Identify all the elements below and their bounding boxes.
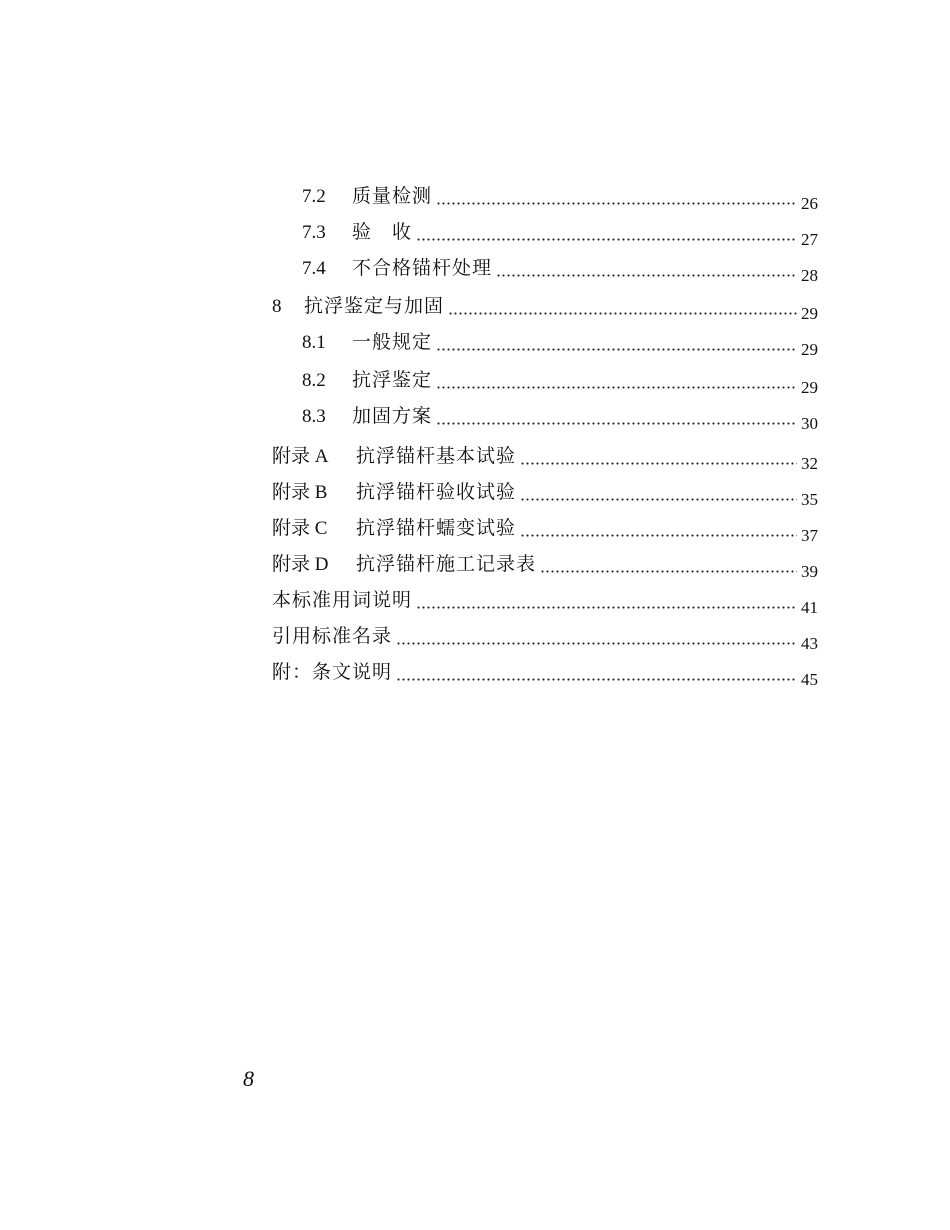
toc-entry-number: 附录 A	[272, 446, 329, 467]
toc-entry-page: 30	[801, 414, 818, 433]
toc-appendix-entry[interactable]	[272, 474, 818, 509]
toc-entry-number: 8.2	[302, 370, 326, 391]
toc-entry-title: 抗浮鉴定与加固	[304, 295, 445, 317]
toc-entry-page: 28	[801, 266, 818, 285]
toc-entry-title: 质量检测	[352, 185, 433, 207]
toc-appendix-entry[interactable]	[272, 438, 818, 473]
toc-chapter-entry[interactable]	[272, 288, 818, 323]
toc-entry-number: 7.4	[302, 258, 326, 279]
dot-leader	[520, 516, 797, 538]
toc-entry-number: 附录 C	[272, 518, 328, 539]
toc-appendix-entry[interactable]	[272, 546, 818, 581]
dot-leader	[436, 368, 797, 390]
toc-entry-page: 29	[801, 378, 818, 397]
dot-leader	[416, 588, 797, 610]
dot-leader	[496, 256, 797, 278]
page-number: 8	[243, 1066, 254, 1091]
toc-entry-title: 不合格锚杆处理	[352, 257, 493, 279]
toc-entry-title: 加固方案	[352, 405, 433, 427]
toc-entry-title: 一般规定	[352, 331, 433, 353]
dot-leader	[416, 220, 797, 242]
dot-leader	[436, 404, 797, 426]
toc-entry-title: 抗浮锚杆验收试验	[356, 481, 517, 503]
toc-entry-title: 抗浮锚杆蠕变试验	[356, 517, 517, 539]
toc-entry-page: 35	[801, 490, 818, 509]
dot-leader	[396, 624, 797, 646]
toc-entry-number: 附录 D	[272, 554, 329, 575]
toc-entry-page: 43	[801, 634, 818, 653]
dot-leader	[520, 444, 797, 466]
toc-appendix-entry[interactable]	[272, 510, 818, 545]
toc-entry[interactable]	[302, 214, 818, 249]
toc-entry-title: 引用标准名录	[272, 625, 393, 647]
dot-leader	[436, 184, 797, 206]
toc-entry-title: 抗浮锚杆基本试验	[356, 445, 517, 467]
toc-entry-page: 29	[801, 340, 818, 359]
toc-entry[interactable]	[302, 324, 818, 359]
dot-leader	[540, 552, 797, 574]
toc-entry-number: 8	[272, 296, 282, 317]
dot-leader	[436, 330, 797, 352]
toc-entry[interactable]	[272, 654, 818, 689]
toc-entry[interactable]	[272, 582, 818, 617]
toc-entry-page: 26	[801, 194, 818, 213]
toc-entry-number: 附录 B	[272, 482, 328, 503]
toc-entry-page: 41	[801, 598, 818, 617]
toc-entry[interactable]	[302, 362, 818, 397]
dot-leader	[396, 660, 797, 682]
toc-entry-title: 本标准用词说明	[272, 589, 413, 611]
toc-entry-title: 验 收	[352, 221, 413, 243]
toc-entry[interactable]	[302, 178, 818, 213]
dot-leader	[520, 480, 797, 502]
toc-entry[interactable]	[302, 250, 818, 285]
toc-entry-page: 32	[801, 454, 818, 473]
toc-entry-number: 7.3	[302, 222, 326, 243]
toc-entry-title: 抗浮鉴定	[352, 369, 433, 391]
toc-entry-number: 7.2	[302, 186, 326, 207]
dot-leader	[448, 294, 797, 316]
toc-entry-title: 附：条文说明	[272, 661, 393, 683]
toc-entry-page: 39	[801, 562, 818, 581]
toc-entry-page: 45	[801, 670, 818, 689]
toc-entry-number: 8.1	[302, 332, 326, 353]
toc-entry-page: 29	[801, 304, 818, 323]
toc-entry-title: 抗浮锚杆施工记录表	[356, 553, 537, 575]
toc-entry[interactable]	[272, 618, 818, 653]
toc-entry-page: 27	[801, 230, 818, 249]
toc-entry-number: 8.3	[302, 406, 326, 427]
toc-entry-page: 37	[801, 526, 818, 545]
toc-entry[interactable]	[302, 398, 818, 433]
